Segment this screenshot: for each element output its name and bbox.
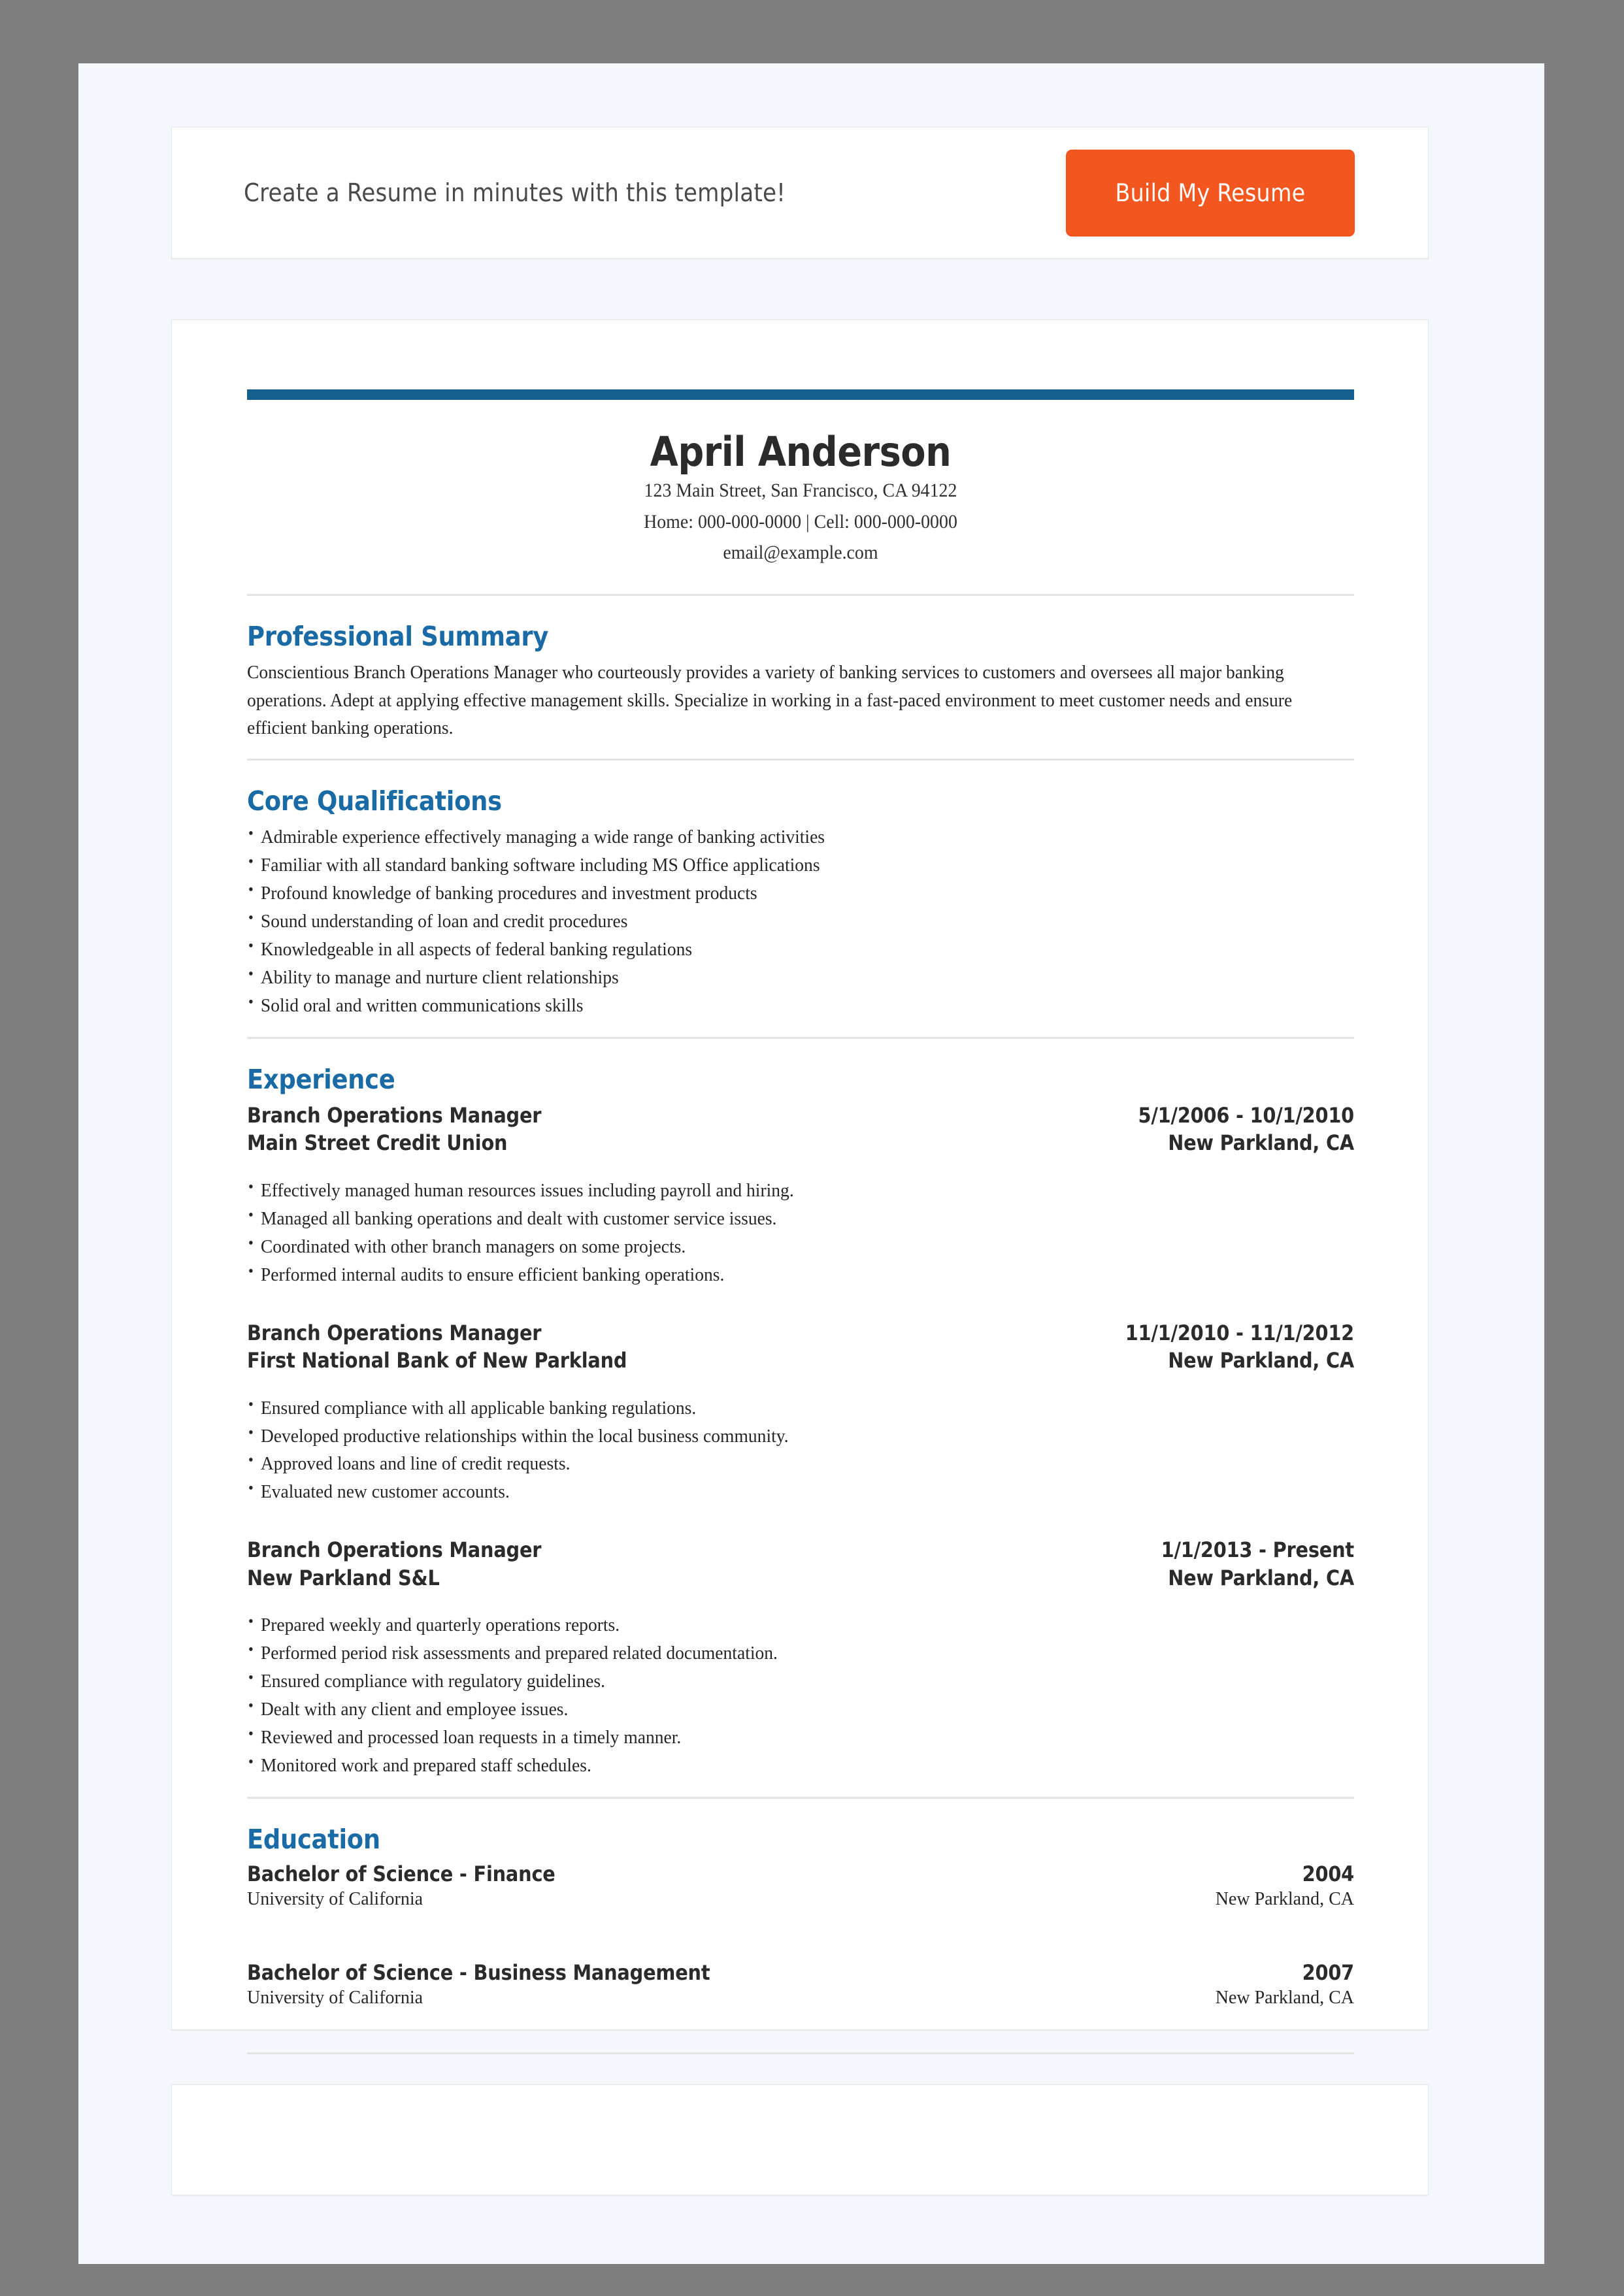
job-dates: 1/1/2013 - Present <box>1161 1537 1354 1563</box>
job-dates-location <box>1125 1319 1354 1375</box>
list-item: • Familiar with all standard banking software including MS Office applications <box>247 851 1299 879</box>
promo-banner-card <box>171 127 1429 259</box>
job-bullets <box>247 1394 1299 1507</box>
list-item: • Solid oral and written communications skills <box>247 992 1299 1020</box>
candidate-phones: Home: 000-000-0000 | Cell: 000-000-0000 <box>644 510 957 533</box>
experience-entry <box>247 1102 1354 1289</box>
header-accent-rule <box>247 389 1354 400</box>
next-section-card <box>171 2084 1429 2195</box>
job-title: Branch Operations Manager <box>247 1102 542 1128</box>
list-item: • Admirable experience effectively managing a wide range of banking activities <box>247 823 1299 851</box>
job-dates-location <box>1161 1536 1354 1592</box>
list-item: • Profound knowledge of banking procedures and investment products <box>247 879 1299 908</box>
divider-above-qualifications <box>247 759 1354 761</box>
education-entry-header <box>247 1861 1354 1886</box>
list-item: • Knowledgeable in all aspects of federal banking regulations <box>247 936 1299 964</box>
build-my-resume-button[interactable]: Build My Resume <box>1066 150 1355 237</box>
job-title-company <box>247 1536 541 1592</box>
divider-above-experience <box>247 1037 1354 1039</box>
job-company: First National Bank of New Parkland <box>247 1348 627 1373</box>
summary-paragraph: Conscientious Branch Operations Manager who courteously provides a variety of banking services to customers and oversees all major banking operations. Adept at applying effective management skills. Specialize in working in a fast-paced environment to meet customer needs and ensure efficient banking operations. <box>247 662 1293 739</box>
job-bullets <box>247 1611 1299 1779</box>
list-item: • Coordinated with other branch managers on some projects. <box>247 1233 1299 1261</box>
education-entry <box>247 1861 1354 1912</box>
resume-header <box>247 400 1354 568</box>
candidate-email: email@example.com <box>723 542 878 564</box>
education-degree: Bachelor of Science - Finance <box>247 1861 555 1886</box>
experience-entry-header <box>247 1536 1354 1592</box>
job-spacer <box>247 1289 1354 1315</box>
list-item: • Monitored work and prepared staff schedules. <box>247 1752 1299 1780</box>
list-item: • Performed period risk assessments and prepared related documentation. <box>247 1639 1299 1667</box>
list-item: • Effectively managed human resources issues including payroll and hiring. <box>247 1177 1299 1205</box>
job-spacer <box>247 1506 1354 1532</box>
job-dates: 5/1/2006 - 10/1/2010 <box>1138 1102 1354 1128</box>
job-bullets <box>247 1177 1299 1289</box>
candidate-address: 123 Main Street, San Francisco, CA 94122 <box>644 480 957 502</box>
list-item: • Dealt with any client and employee issues. <box>247 1696 1299 1724</box>
job-company: Main Street Credit Union <box>247 1130 508 1156</box>
education-location: New Parkland, CA <box>1215 1888 1354 1909</box>
candidate-name: April Anderson <box>650 428 952 476</box>
education-year: 2004 <box>1302 1861 1354 1886</box>
list-item: • Ensured compliance with all applicable banking regulations. <box>247 1394 1299 1422</box>
education-entry-header <box>247 1960 1354 1985</box>
list-item: • Reviewed and processed loan requests in a timely manner. <box>247 1724 1299 1752</box>
resume-document-card <box>171 320 1429 2030</box>
job-title-company <box>247 1319 627 1375</box>
job-company: New Parkland S&L <box>247 1565 440 1590</box>
job-dates-location <box>1138 1102 1354 1157</box>
education-subline <box>247 1886 1354 1912</box>
experience-entry <box>247 1536 1354 1780</box>
list-item: • Managed all banking operations and dealt with customer service issues. <box>247 1205 1299 1233</box>
qualifications-list <box>247 823 1299 1019</box>
job-title: Branch Operations Manager <box>247 1320 542 1345</box>
list-item: • Ensured compliance with regulatory guidelines. <box>247 1667 1299 1696</box>
education-degree: Bachelor of Science - Business Management <box>247 1960 710 1985</box>
job-location: New Parkland, CA <box>1168 1565 1354 1590</box>
job-title-company <box>247 1102 541 1157</box>
education-school: University of California <box>247 1987 423 2008</box>
divider-bottom <box>247 2052 1354 2054</box>
promo-headline: Create a Resume in minutes with this template! <box>244 178 786 207</box>
education-spacer <box>247 1912 1354 1958</box>
experience-entries <box>247 1102 1354 1780</box>
section-heading-education: Education <box>247 1823 380 1855</box>
education-year: 2007 <box>1302 1960 1354 1985</box>
list-item: • Prepared weekly and quarterly operations reports. <box>247 1611 1299 1639</box>
job-dates: 11/1/2010 - 11/1/2012 <box>1125 1320 1354 1345</box>
education-location: New Parkland, CA <box>1215 1987 1354 2008</box>
section-heading-summary: Professional Summary <box>247 621 548 653</box>
list-item: • Developed productive relationships within the local business community. <box>247 1422 1299 1451</box>
section-heading-qualifications: Core Qualifications <box>247 785 502 817</box>
list-item: • Evaluated new customer accounts. <box>247 1478 1299 1506</box>
divider-above-summary <box>247 594 1354 596</box>
experience-entry-header <box>247 1102 1354 1157</box>
education-subline <box>247 1985 1354 2010</box>
experience-entry-header <box>247 1319 1354 1375</box>
list-item: • Approved loans and line of credit requests. <box>247 1450 1299 1478</box>
education-entry <box>247 1960 1354 2010</box>
list-item: • Performed internal audits to ensure efficient banking operations. <box>247 1261 1299 1289</box>
divider-above-education <box>247 1797 1354 1799</box>
job-location: New Parkland, CA <box>1168 1348 1354 1373</box>
job-location: New Parkland, CA <box>1168 1130 1354 1156</box>
experience-entry <box>247 1319 1354 1507</box>
job-title: Branch Operations Manager <box>247 1537 542 1563</box>
education-entries <box>247 1861 1354 2010</box>
education-school: University of California <box>247 1888 423 1909</box>
section-heading-experience: Experience <box>247 1063 395 1095</box>
list-item: • Sound understanding of loan and credit procedures <box>247 908 1299 936</box>
list-item: • Ability to manage and nurture client relationships <box>247 964 1299 992</box>
